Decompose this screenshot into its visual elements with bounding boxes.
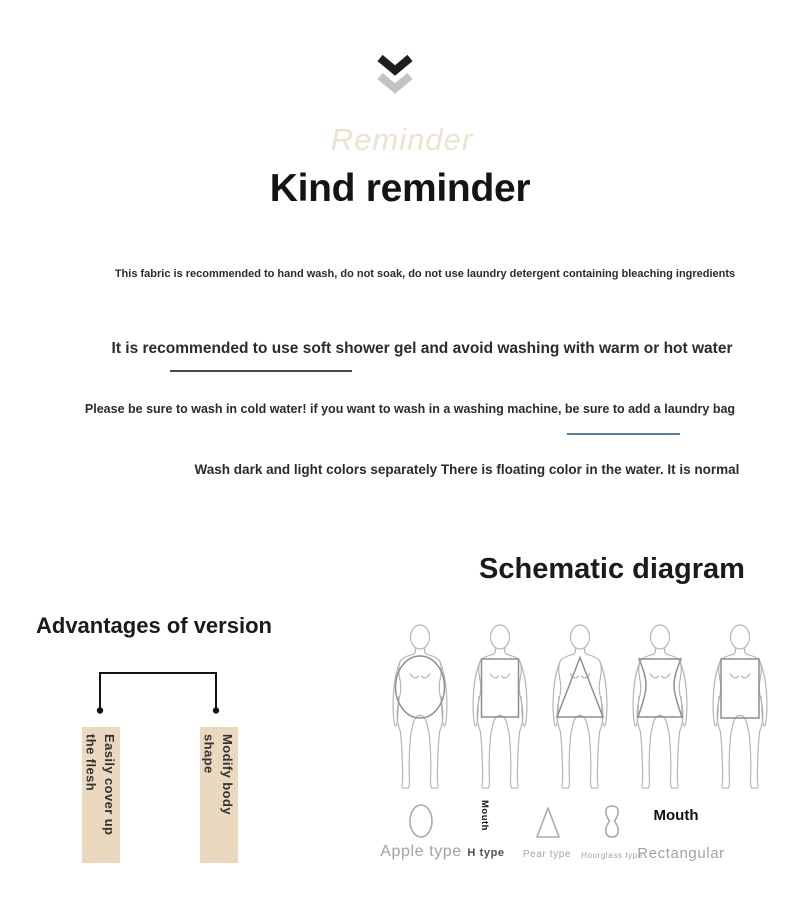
figure-pear-type <box>540 624 620 796</box>
care-instruction-4: Wash dark and light colors separately There is floating color in the water. It is normal <box>194 462 740 477</box>
mouth-vertical-label: Mouth <box>479 800 490 831</box>
label-apple-type: Apple type <box>380 843 462 860</box>
triangle-icon <box>534 805 562 841</box>
reminder-watermark: Reminder <box>330 122 474 157</box>
oval-icon <box>407 801 435 841</box>
care-instruction-1: This fabric is recommended to hand wash, do not soak, do not use laundry detergent containing bleaching ingredients <box>114 268 736 280</box>
figure-rectangular-type <box>700 624 780 796</box>
tag-line: Modify body <box>220 734 235 815</box>
care-underline-2 <box>567 433 680 435</box>
care-instruction-2: It is recommended to use soft shower gel and avoid washing with warm or hot water <box>111 340 733 357</box>
label-pear-type: Pear type <box>522 849 572 860</box>
advantage-tag-modify-shape <box>200 727 238 863</box>
oval-overlay <box>396 656 445 718</box>
page-title: Kind reminder <box>269 167 531 210</box>
triangle-overlay <box>557 658 603 718</box>
hourglass-overlay <box>638 659 682 717</box>
advantage-tag-cover-flesh <box>82 727 120 863</box>
figure-h-type <box>460 624 540 796</box>
tag-line: the flesh <box>83 734 99 792</box>
body-type-figures <box>380 624 780 796</box>
hourglass-icon <box>600 803 624 841</box>
rectangle-overlay <box>482 659 519 717</box>
bracket-connector <box>90 666 230 718</box>
mouth-label: Mouth <box>653 807 699 824</box>
label-hourglass-type: Hourglass type <box>581 851 643 860</box>
advantages-title: Advantages of version <box>36 613 272 638</box>
figure-hourglass-type <box>620 624 700 796</box>
rectangle-overlay <box>721 659 759 718</box>
figure-apple-type <box>380 624 460 796</box>
tag-line: Easily cover up <box>102 734 117 836</box>
double-chevron-down-icon <box>376 54 414 94</box>
label-h-type: H type <box>467 847 505 859</box>
schematic-diagram-title: Schematic diagram <box>479 553 745 585</box>
label-rectangular-type: Rectangular <box>637 845 725 862</box>
care-underline-1 <box>170 370 352 372</box>
care-instruction-3: Please be sure to wash in cold water! if you want to wash in a washing machine, be sure to add a laundry bag <box>84 402 736 416</box>
tag-line: shape <box>201 734 217 774</box>
